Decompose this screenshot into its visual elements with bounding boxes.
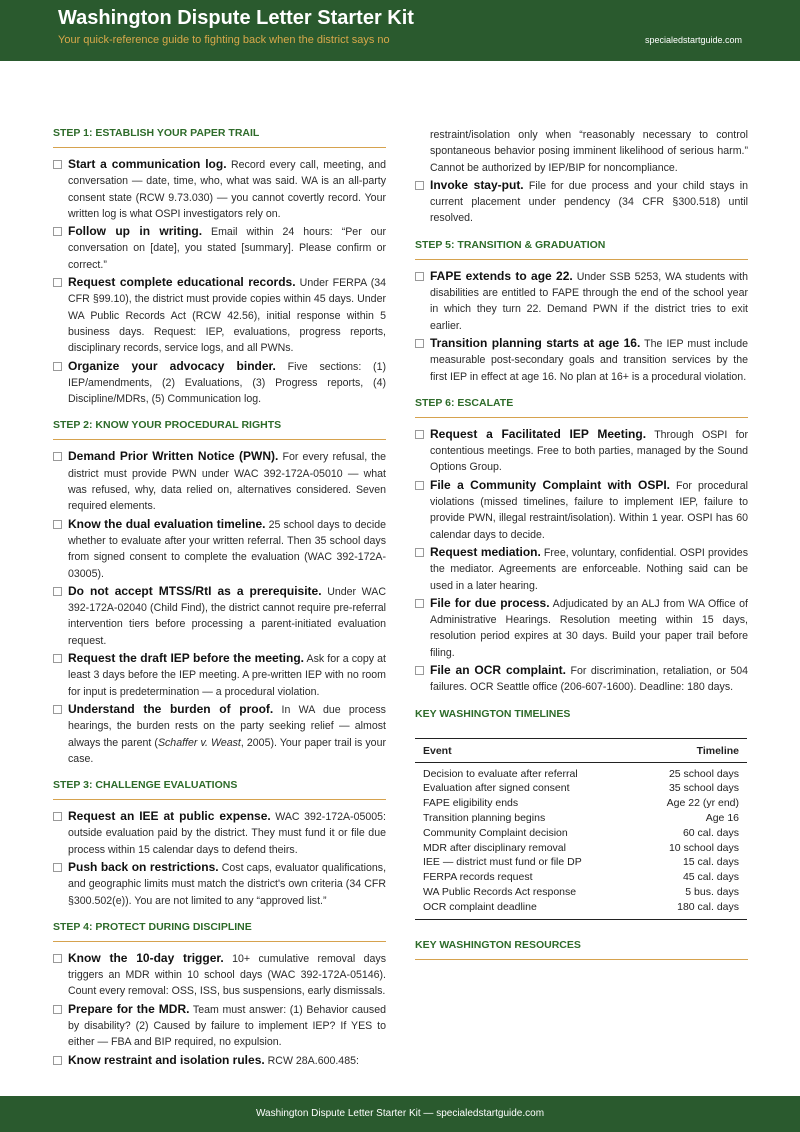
checklist-item bbox=[53, 223, 386, 273]
timeline-cell: 10 school days bbox=[668, 841, 739, 854]
checkbox-icon bbox=[53, 812, 62, 821]
checkbox-icon bbox=[53, 654, 62, 663]
item-text: For every refusal, the district must provide PWN under WAC 392-172A-05010 — what was refused, why, data relied on, alternatives considered. Seven required elements. bbox=[68, 451, 386, 513]
item-text: RCW 28A.600.485: bbox=[267, 1054, 359, 1067]
column-header-timeline: Timeline bbox=[635, 738, 747, 762]
table-row bbox=[415, 900, 747, 919]
item-text: Cost caps, evaluator qualifications, and geographic limits must match the district's own criteria (34 CFR §300.502(e)). You are not limited to any “approved list.” bbox=[68, 861, 387, 907]
table-row bbox=[415, 811, 747, 826]
item-text: The IEP must include measurable post-secondary goals and transition services by the first IEP in effect at age 16. No plan at 16+ is a procedural violation. bbox=[430, 337, 748, 383]
checklist bbox=[415, 177, 748, 227]
item-text: Through OSPI for contentious meetings. Free to both parties, managed by the Sound Options Group. bbox=[430, 428, 748, 474]
item-lead: Start a communication log. bbox=[68, 157, 227, 171]
checklist-item bbox=[53, 516, 386, 582]
checkbox-icon bbox=[53, 705, 62, 714]
checkbox-icon bbox=[415, 430, 424, 439]
timeline-cell: 35 school days bbox=[668, 782, 739, 795]
event-cell: OCR complaint deadline bbox=[423, 900, 537, 913]
checklist-item bbox=[53, 859, 386, 909]
item-lead: File a Community Complaint with OSPI. bbox=[430, 477, 671, 492]
item-text: 10+ cumulative removal days triggers an MDR within 10 school days (WAC 392-172A-05146). Count every removal: OSS, ISS, bus suspensions, early dismissals. bbox=[68, 952, 386, 998]
checkbox-icon bbox=[53, 160, 62, 169]
item-text: Adjudicated by an ALJ from WA Office of Administrative Hearings. Resolution meeting within 15 days, resolution period expires at 30 days. Build your paper trail before filing. bbox=[430, 597, 748, 659]
page-footer bbox=[0, 1096, 800, 1132]
table-row bbox=[415, 855, 747, 870]
checkbox-icon bbox=[53, 520, 62, 529]
table-row bbox=[415, 885, 747, 900]
step-heading: STEP 4: PROTECT DURING DISCIPLINE bbox=[53, 912, 386, 942]
item-lead: Understand the burden of proof. bbox=[68, 701, 274, 716]
timeline-cell: 180 cal. days bbox=[677, 900, 739, 913]
checkbox-icon bbox=[415, 339, 424, 348]
item-lead: Request complete educational records. bbox=[68, 275, 296, 290]
table-row bbox=[415, 762, 747, 781]
page-title: Washington Dispute Letter Starter Kit bbox=[58, 7, 414, 29]
item-lead: Do not accept MTSS/RtI as a prerequisite. bbox=[68, 583, 322, 598]
checklist bbox=[415, 268, 748, 385]
table-row bbox=[415, 870, 747, 885]
checklist-item bbox=[415, 544, 748, 594]
timeline-cell: 25 school days bbox=[668, 767, 739, 780]
item-lead: Know the 10-day trigger. bbox=[68, 950, 224, 965]
checkbox-icon bbox=[53, 278, 62, 287]
checklist-item bbox=[53, 274, 386, 356]
checklist-item bbox=[415, 177, 748, 227]
case-citation: Schaffer v. Weast bbox=[157, 736, 241, 749]
item-text: For discrimination, retaliation, or 504 failures. OCR Seattle office (206-607-1600). Deadline: 180 days. bbox=[430, 665, 748, 694]
checklist-item bbox=[415, 595, 748, 661]
item-lead: File for due process. bbox=[430, 595, 550, 610]
checklist-item bbox=[415, 477, 748, 543]
checkbox-icon bbox=[53, 362, 62, 371]
table-row bbox=[415, 826, 747, 841]
item-lead: Request mediation. bbox=[430, 544, 541, 559]
item-text: Email within 24 hours: “Per our conversation on [date], you stated [summary]. Please confirm or correct.” bbox=[68, 226, 386, 271]
event-cell: WA Public Records Act response bbox=[423, 885, 577, 898]
event-cell: Decision to evaluate after referral bbox=[423, 767, 578, 780]
site-url: specialedstartguide.com bbox=[644, 35, 742, 45]
checklist-item bbox=[53, 156, 386, 222]
step-heading: STEP 6: ESCALATE bbox=[415, 388, 748, 418]
checklist-item bbox=[53, 950, 386, 1000]
event-cell: MDR after disciplinary removal bbox=[423, 841, 566, 854]
item-text: Under FERPA (34 CFR §99.10), the district must provide copies within 45 days. Under WA Public Records Act (RCW 42.56), initial response within 5 business days. Request: IEP, evaluations, progress reports, disciplinary records, service logs, and all PWNs. bbox=[68, 277, 386, 355]
item-text: Free, voluntary, confidential. OSPI provides the mediator. Agreements are enforceable. Nothing said can be used in a later hearing. bbox=[430, 546, 748, 592]
event-cell: FAPE eligibility ends bbox=[423, 797, 519, 810]
checklist-item bbox=[415, 662, 748, 696]
item-text: For procedural violations (missed timelines, failure to implement IEP, failure to provide PWN, illegal restraint/isolation). Within 1 year. OSPI has 60 calendar days to decide. bbox=[430, 479, 749, 541]
timeline-cell: Age 16 bbox=[705, 812, 739, 824]
checkbox-icon bbox=[415, 272, 424, 281]
timeline-cell: 45 cal. days bbox=[682, 871, 739, 884]
checklist bbox=[53, 156, 386, 407]
page-header bbox=[0, 0, 800, 61]
item-text: Ask for a copy at least 3 days before the IEP meeting. A pre-written IEP with no room for input is predetermination — a procedural violation. bbox=[68, 653, 387, 698]
right-column bbox=[415, 127, 748, 960]
checklist bbox=[53, 448, 386, 767]
checkbox-icon bbox=[415, 599, 424, 608]
checkbox-icon bbox=[53, 954, 62, 963]
checkbox-icon bbox=[53, 863, 62, 872]
checkbox-icon bbox=[415, 481, 424, 490]
item-lead: FAPE extends to age 22. bbox=[430, 268, 573, 283]
timeline-cell: 5 bus. days bbox=[685, 885, 739, 898]
item-lead: File an OCR complaint. bbox=[430, 663, 566, 678]
left-column bbox=[53, 118, 386, 1072]
item-lead: Request an IEE at public expense. bbox=[68, 809, 271, 824]
checkbox-icon bbox=[53, 1056, 62, 1065]
item-text: Five sections: (1) IEP/amendments, (2) Evaluations, (3) Progress reports, (4) Discipline/MDRs, (5) Communication log. bbox=[68, 360, 386, 406]
item-text: 25 school days to decide whether to evaluate after your written referral. Then 35 school days from signed consent to complete the evaluation (WAC 392-172A-03005). bbox=[68, 518, 386, 580]
step-heading: STEP 3: CHALLENGE EVALUATIONS bbox=[53, 770, 386, 800]
checklist-item bbox=[53, 583, 386, 649]
checklist-item bbox=[53, 808, 386, 858]
event-cell: Transition planning begins bbox=[423, 812, 546, 824]
item-text: File for due process and your child stays in current placement under pendency (34 CFR §300.518) until resolved. bbox=[430, 179, 748, 225]
resources-heading: KEY WASHINGTON RESOURCES bbox=[415, 930, 748, 960]
item-lead: Request a Facilitated IEP Meeting. bbox=[430, 426, 647, 441]
table-row bbox=[415, 781, 747, 796]
checklist bbox=[53, 808, 386, 909]
item-text: Record every call, meeting, and conversation — date, time, who, what was said. WA is an all-party consent state (RCW 9.73.030) — you cannot covertly record. Your written log is what OSPI investigators rely on. bbox=[68, 159, 386, 220]
checklist-item bbox=[53, 650, 386, 700]
item-text: Under WAC 392-172A-02040 (Child Find), the district cannot require pre-referral intervention tiers before processing a parent-initiated evaluation request. bbox=[68, 585, 386, 647]
checklist-item bbox=[53, 1052, 386, 1069]
checklist-item bbox=[415, 335, 748, 385]
step-heading: STEP 2: KNOW YOUR PROCEDURAL RIGHTS bbox=[53, 410, 386, 440]
item-lead: Invoke stay-put. bbox=[430, 177, 524, 192]
item-lead: Request the draft IEP before the meeting. bbox=[68, 651, 305, 666]
checklist-item bbox=[415, 426, 748, 476]
timeline-cell: Age 22 (yr end) bbox=[666, 797, 739, 810]
checklist-item bbox=[53, 448, 386, 514]
item-lead: Demand Prior Written Notice (PWN). bbox=[68, 449, 279, 464]
footer-text: Washington Dispute Letter Starter Kit — specialedstartguide.com bbox=[255, 1108, 545, 1119]
checkbox-icon bbox=[415, 181, 424, 190]
event-cell: Evaluation after signed consent bbox=[423, 782, 570, 795]
checklist bbox=[415, 426, 748, 696]
checkbox-icon bbox=[53, 452, 62, 461]
page-subtitle: Your quick-reference guide to fighting back when the district says no bbox=[58, 34, 390, 46]
item-text: Team must answer: (1) Behavior caused by disability? (2) Caused by failure to implement IEP? If YES to either — FBA and BIP required, no expulsion. bbox=[68, 1003, 386, 1049]
column-header-event: Event bbox=[415, 738, 635, 762]
timeline-cell: 60 cal. days bbox=[682, 826, 739, 839]
timeline-cell: 15 cal. days bbox=[682, 856, 739, 869]
table-row bbox=[415, 841, 747, 856]
checklist-item bbox=[53, 701, 386, 767]
checklist-item bbox=[53, 358, 386, 408]
checklist bbox=[53, 950, 386, 1069]
item-lead: Prepare for the MDR. bbox=[68, 1001, 190, 1016]
checkbox-icon bbox=[415, 666, 424, 675]
checklist-item bbox=[53, 1001, 386, 1051]
timelines-table-wrapper bbox=[415, 738, 747, 920]
table-row bbox=[415, 796, 747, 811]
item-lead: Follow up in writing. bbox=[68, 224, 203, 239]
item-text: In WA due process hearings, the burden rests on the party seeking relief — almost always the parent (Schaffer v. Weast, 2005). Your paper trail is your case. bbox=[68, 703, 386, 765]
item-lead: Push back on restrictions. bbox=[68, 859, 219, 874]
item-continuation: restraint/isolation only when “reasonably necessary to control spontaneous behavior posing imminent likelihood of serious harm.” Cannot be authorized by IEP/BIP for noncompliance. bbox=[430, 129, 748, 174]
step-heading: STEP 5: TRANSITION & GRADUATION bbox=[415, 230, 748, 260]
item-lead: Transition planning starts at age 16. bbox=[430, 335, 641, 350]
item-lead: Organize your advocacy binder. bbox=[68, 358, 276, 373]
item-lead: Know restraint and isolation rules. bbox=[68, 1052, 265, 1067]
event-cell: IEE — district must fund or file DP bbox=[423, 856, 582, 869]
item-lead: Know the dual evaluation timeline. bbox=[68, 516, 266, 531]
checkbox-icon bbox=[415, 548, 424, 557]
event-cell: FERPA records request bbox=[423, 871, 533, 884]
timelines-heading: KEY WASHINGTON TIMELINES bbox=[415, 707, 571, 720]
checkbox-icon bbox=[53, 587, 62, 596]
item-text: Under SSB 5253, WA students with disabilities are entitled to FAPE through the end of the school year in which they turn 22. Demand PWN if the district tries to exit earlier. bbox=[430, 270, 748, 332]
timelines-table bbox=[415, 738, 747, 919]
step-heading: STEP 1: ESTABLISH YOUR PAPER TRAIL bbox=[53, 118, 386, 148]
event-cell: Community Complaint decision bbox=[423, 826, 568, 839]
checklist-item bbox=[415, 268, 748, 334]
checkbox-icon bbox=[53, 1005, 62, 1014]
checkbox-icon bbox=[53, 227, 62, 236]
item-text: WAC 392-172A-05005: outside evaluation paid by the district. They must fund it or file due process within 15 calendar days to defend theirs. bbox=[68, 811, 387, 856]
